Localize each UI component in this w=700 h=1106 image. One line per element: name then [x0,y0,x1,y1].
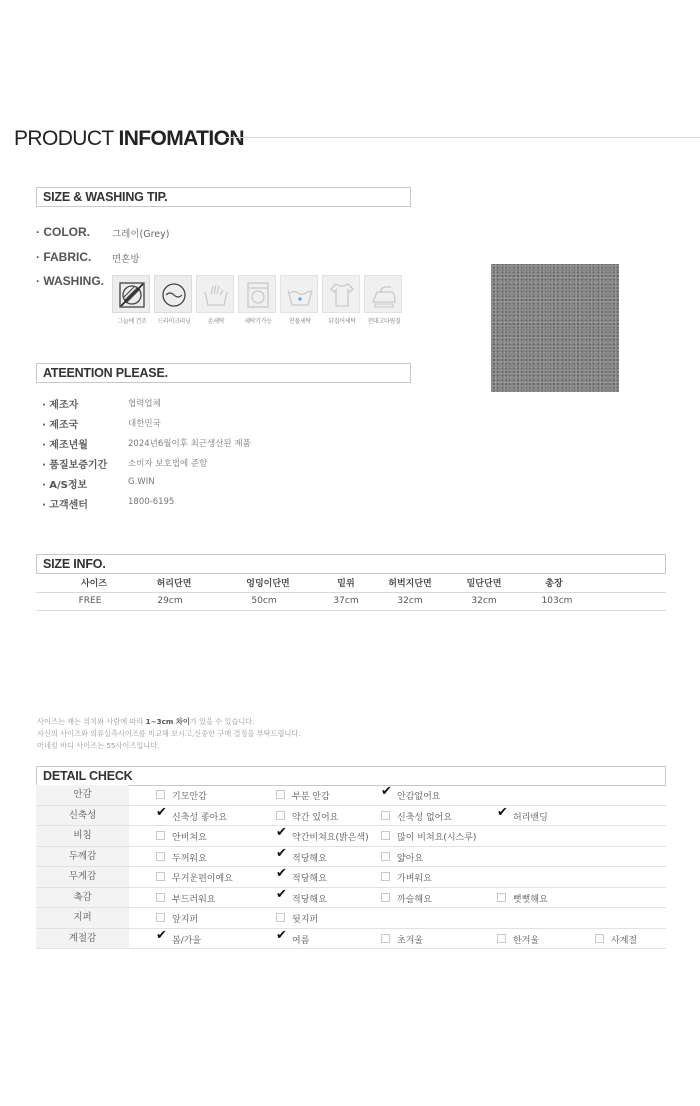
detail-option-label: 한겨울 [513,935,540,946]
size-info-section-title [36,554,666,574]
size-cell: FREE [78,596,102,606]
size-cell: 29cm [157,596,183,606]
checkbox[interactable] [156,872,165,881]
attention-value: 대한민국 [128,419,161,429]
machine-wash-icon [238,275,276,313]
size-header-cell: 총장 [545,579,563,589]
detail-option-label: 두꺼워요 [172,853,207,864]
washing-caption: 찬물세탁 [289,318,311,325]
note-line1-bold: 1~3cm 차이 [145,717,190,726]
checkbox[interactable] [595,934,604,943]
checkmark-icon: ✔ [497,804,508,820]
size-header-cell: 엉덩이단면 [246,579,290,589]
detail-option-label: 약간비쳐요(밝은색) [292,833,369,843]
detail-option-label: 초겨울 [397,935,424,946]
checkbox[interactable] [276,790,285,799]
detail-option-label: 무거운편이예요 [172,874,233,884]
washing-item-low-iron [364,275,404,327]
detail-option-label: 봄/가을 [172,935,202,946]
attention-label: · 제조국 [42,420,79,431]
detail-option-label: 얇아요 [397,853,424,864]
page-header [14,124,700,154]
washing-item-machine-wash [238,275,278,327]
checkbox[interactable] [381,811,390,820]
fabric-swatch [491,264,619,392]
washing-caption: 천대고다림질 [367,318,401,325]
checkbox[interactable] [497,893,506,902]
attention-value: 협력업체 [128,399,161,409]
size-cell: 103cm [541,596,573,606]
size-notes [37,716,301,752]
detail-option-label: 적당해요 [292,853,327,864]
detail-check-section-title [36,766,666,786]
checkbox[interactable] [156,852,165,861]
detail-option-label: 뒷지퍼 [292,915,319,925]
size-header-cell: 사이즈 [80,579,108,589]
detail-option-label: 기모안감 [172,792,207,802]
table-row [36,592,666,611]
detail-option-label: 적당해요 [292,894,327,905]
detail-row [36,929,666,950]
low-iron-icon [364,275,402,313]
dry-clean-icon [154,275,192,313]
checkbox[interactable] [381,852,390,861]
checkmark-icon: ✔ [276,825,287,840]
washing-caption: 세탁기가능 [244,318,272,325]
detail-row [36,785,666,806]
detail-check-title-text: DETAIL CHECK [43,769,133,783]
detail-option-label: 신축성 없어요 [397,812,453,823]
attention-value: G.WIN [128,477,155,487]
detail-row [36,908,666,929]
washing-caption: 뒤집어세탁 [328,318,356,325]
detail-option-label: 안비쳐요 [172,833,207,843]
detail-row-label: 지퍼 [36,908,129,928]
detail-row [36,806,666,827]
size-header-cell: 밑단단면 [466,579,502,589]
washing-caption: 드라이크리닝 [157,318,191,325]
page-title-bold: INFOMATION [118,127,244,150]
detail-row-label: 촉감 [36,888,129,908]
attention-value: 소비자 보호법에 준함 [128,459,208,469]
detail-option-label: 까슬해요 [397,894,432,905]
washing-item-hand-wash [196,275,236,327]
attention-title-text: ATEENTION PLEASE. [43,366,168,380]
attention-label: · 제조자 [42,400,79,411]
checkbox[interactable] [156,913,165,922]
detail-option-label: 부드러워요 [172,894,216,905]
note-line1-post: 가 있을 수 있습니다. [189,717,255,726]
detail-row [36,826,666,847]
checkbox[interactable] [381,831,390,840]
detail-row-label: 비침 [36,826,129,846]
page-title-light: PRODUCT [14,127,119,150]
checkmark-icon: ✔ [276,886,287,902]
size-cell: 32cm [471,596,497,606]
washing-item-cold-wash [280,275,320,327]
detail-option-label: 적당해요 [292,874,327,884]
washing-icons [112,275,412,327]
attention-value: 1800-6195 [128,497,175,507]
detail-option-label: 앞지퍼 [172,915,199,925]
detail-option-label: 여름 [292,935,310,946]
detail-row-label: 안감 [36,785,129,805]
attention-value: 2024년6월이후 최근생산된 제품 [128,439,251,449]
size-header-cell: 밑위 [337,579,355,589]
detail-row-label: 두께감 [36,847,129,867]
checkmark-icon: ✔ [156,804,167,820]
attention-label: · 고객센터 [42,500,88,511]
size-washing-section-title [36,187,411,207]
attention-label: · 품질보증기간 [42,460,108,471]
washing-caption: 손세탁 [207,318,225,325]
hand-wash-icon [196,275,234,313]
detail-row [36,888,666,909]
checkbox[interactable] [276,811,285,820]
washing-item-dry-clean [154,275,194,327]
detail-option-label: 많이 비쳐요(시스루) [397,833,477,843]
checkbox[interactable] [381,934,390,943]
attention-label: · A/S정보 [42,480,88,491]
detail-option-label: 신축성 좋아요 [172,812,228,823]
checkmark-icon: ✔ [276,927,287,943]
detail-option-label: 허리밴딩 [513,812,548,823]
checkbox[interactable] [497,934,506,943]
detail-row [36,847,666,868]
detail-option-label: 뻣뻣해요 [513,894,548,905]
size-table-header [36,573,666,592]
size-cell: 32cm [397,596,423,606]
size-note-line [37,716,301,728]
checkbox[interactable] [156,790,165,799]
fabric-label: · FABRIC. [36,250,92,264]
attention-label: · 제조년월 [42,440,88,451]
washing-label: · WASHING. [36,274,104,288]
checkbox[interactable] [156,893,165,902]
washing-caption: 그늘에 건조 [117,318,147,325]
size-note-line: 마네킹 바디 사이즈는 55사이즈입니다. [37,741,160,750]
size-cell: 50cm [251,596,277,606]
detail-option-label: 가벼워요 [397,874,432,884]
detail-row [36,867,666,888]
checkbox[interactable] [156,831,165,840]
page-title [14,127,244,151]
detail-row-label: 무게감 [36,867,129,887]
no-tumble-dry-icon [112,275,150,313]
color-value: 그레이(Grey) [112,229,170,240]
detail-option-label: 안감없어요 [397,792,441,802]
checkmark-icon: ✔ [381,784,392,799]
cold-wash-icon [280,275,318,313]
checkbox[interactable] [381,872,390,881]
checkbox[interactable] [381,893,390,902]
note-line1-pre: 사이즈는 재는 위치와 사람에 따라 [37,717,146,726]
size-info-title-text: SIZE INFO. [43,557,106,571]
size-header-cell: 허벅지단면 [388,579,432,589]
attention-section-title [36,363,411,383]
detail-row-label: 신축성 [36,806,129,826]
checkbox[interactable] [276,913,285,922]
detail-row-label: 계절감 [36,929,129,949]
washing-item-inside-out [322,275,362,327]
inside-out-wash-icon [322,275,360,313]
detail-option-label: 부분 안감 [292,792,330,802]
checkmark-icon: ✔ [276,866,287,881]
color-label: · COLOR. [36,225,90,239]
detail-option-label: 약간 있어요 [292,812,339,823]
size-header-cell: 허리단면 [156,579,192,589]
size-cell: 37cm [333,596,359,606]
washing-item-shade-dry [112,275,152,327]
size-washing-title-text: SIZE & WASHING TIP. [43,190,168,204]
size-note-line: 자신의 사이즈와 의류실측사이즈를 비교해 보시고,신중한 구매 결정을 부탁드립니다. [37,729,301,738]
fabric-value: 면혼방 [112,254,140,265]
checkmark-icon: ✔ [276,845,287,861]
checkmark-icon: ✔ [156,927,167,943]
header-divider [226,137,700,138]
detail-option-label: 사계절 [611,935,638,946]
